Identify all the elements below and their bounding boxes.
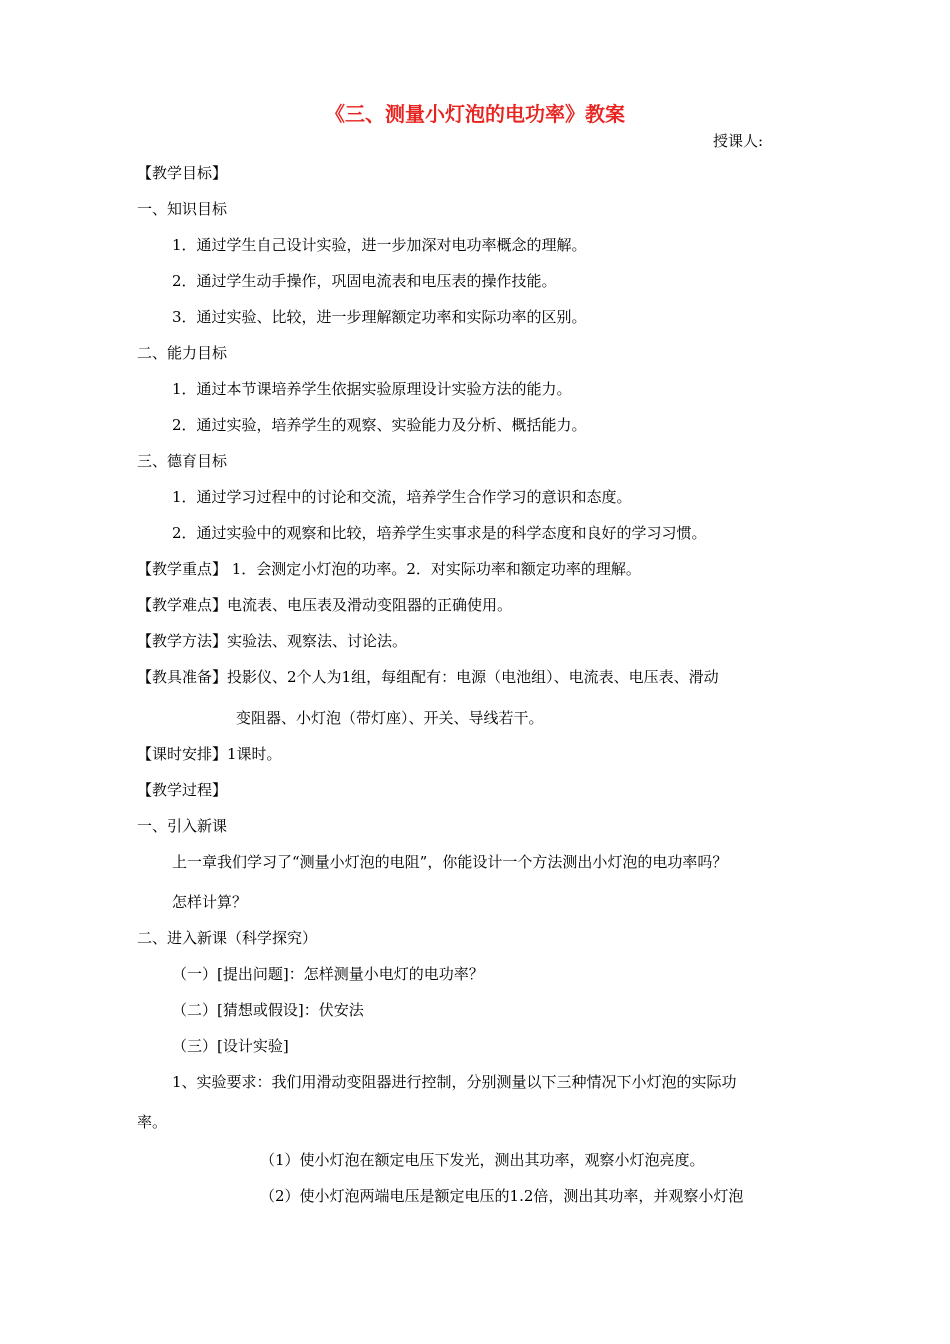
paragraph-continued: 率。 — [137, 1113, 168, 1131]
paragraph: 1．通过学生自己设计实验，进一步加深对电功率概念的理解。 — [172, 236, 587, 254]
section-heading-process: 【教学过程】 — [137, 781, 228, 799]
subheading-ability: 二、能力目标 — [137, 344, 228, 362]
paragraph: （一）[提出问题]：怎样测量小电灯的电功率？ — [172, 965, 484, 983]
paragraph: 1、实验要求：我们用滑动变阻器进行控制，分别测量以下三种情况下小灯泡的实际功 — [172, 1073, 737, 1091]
paragraph: 怎样计算？ — [172, 893, 248, 911]
subheading-moral: 三、德育目标 — [137, 452, 228, 470]
paragraph: （三）[设计实验] — [172, 1037, 289, 1055]
paragraph: 1．通过本节课培养学生依据实验原理设计实验方法的能力。 — [172, 380, 572, 398]
teaching-methods: 【教学方法】实验法、观察法、讨论法。 — [137, 632, 408, 650]
key-points: 【教学重点】 1．会测定小灯泡的功率。2．对实际功率和额定功率的理解。 — [137, 560, 641, 578]
paragraph: 3．通过实验、比较，进一步理解额定功率和实际功率的区别。 — [172, 308, 587, 326]
subheading-knowledge: 一、知识目标 — [137, 200, 228, 218]
class-hours: 【课时安排】1课时。 — [137, 745, 282, 763]
paragraph: （二）[猜想或假设]：伏安法 — [172, 1001, 364, 1019]
paragraph: 1．通过学习过程中的讨论和交流，培养学生合作学习的意识和态度。 — [172, 488, 632, 506]
teaching-aids: 【教具准备】投影仪、2个人为1组，每组配有：电源（电池组）、电流表、电压表、滑动 — [137, 668, 719, 686]
paragraph: 2．通过实验，培养学生的观察、实验能力及分析、概括能力。 — [172, 416, 587, 434]
subheading-introduction: 一、引入新课 — [137, 817, 228, 835]
document-title: 《三、测量小灯泡的电功率》教案 — [325, 102, 625, 126]
teaching-aids-continued: 变阻器、小灯泡（带灯座）、开关、导线若干。 — [236, 709, 544, 727]
paragraph: 2．通过实验中的观察和比较，培养学生实事求是的科学态度和良好的学习习惯。 — [172, 524, 707, 542]
teacher-label: 授课人: — [713, 132, 764, 150]
list-item: （2）使小灯泡两端电压是额定电压的1.2倍，测出其功率，并观察小灯泡 — [260, 1187, 744, 1205]
subheading-new-lesson: 二、进入新课（科学探究） — [137, 929, 318, 947]
section-heading-objectives: 【教学目标】 — [137, 164, 228, 182]
list-item: （1）使小灯泡在额定电压下发光，测出其功率，观察小灯泡亮度。 — [260, 1151, 705, 1169]
paragraph: 上一章我们学习了“测量小灯泡的电阻”，你能设计一个方法测出小灯泡的电功率吗？ — [172, 853, 728, 871]
paragraph: 2．通过学生动手操作，巩固电流表和电压表的操作技能。 — [172, 272, 557, 290]
difficulties: 【教学难点】电流表、电压表及滑动变阻器的正确使用。 — [137, 596, 513, 614]
